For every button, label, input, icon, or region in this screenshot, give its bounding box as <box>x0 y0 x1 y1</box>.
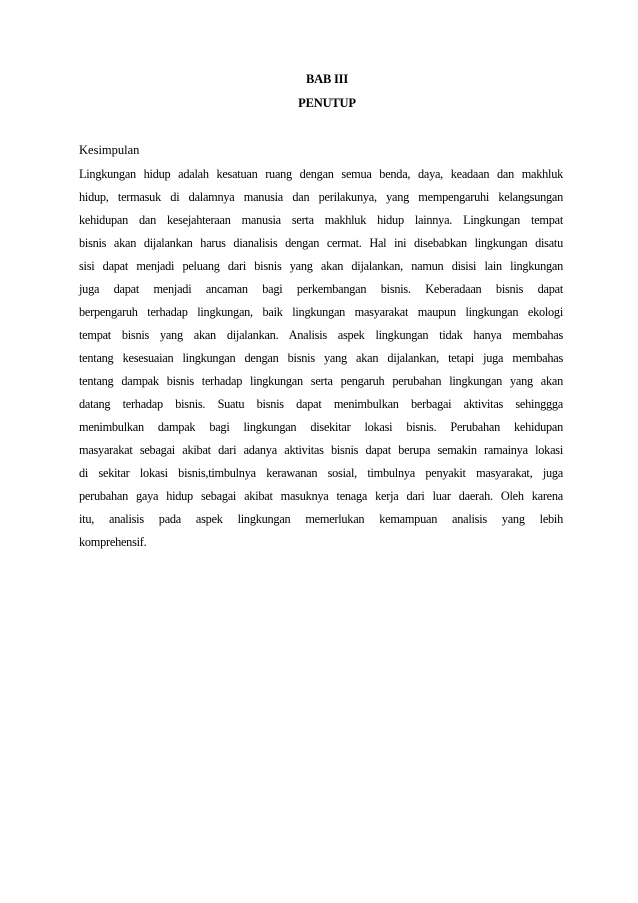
chapter-heading-text: BAB III <box>305 72 349 86</box>
chapter-title <box>0 96 638 111</box>
paragraph-line: itu, analisis pada aspek lingkungan memerlukan kemampuan analisis yang lebih <box>79 512 563 526</box>
paragraph-line: hidup, termasuk di dalamnya manusia dan perilakunya, yang mempengaruhi kelangsungan <box>79 190 563 204</box>
paragraph-line: juga dapat menjadi ancaman bagi perkembangan bisnis. Keberadaan bisnis dapat <box>79 282 563 296</box>
paragraph-line: tempat bisnis yang akan dijalankan. Analisis aspek lingkungan tidak hanya membahas <box>79 328 563 342</box>
chapter-heading <box>0 72 638 87</box>
paragraph-line: tentang dampak bisnis terhadap lingkungan serta pengaruh perubahan lingkungan yang akan <box>79 374 563 388</box>
section-label: Kesimpulan <box>79 143 140 157</box>
paragraph-line: masyarakat sebagai akibat dari adanya aktivitas bisnis dapat berupa semakin ramainya lokasi <box>79 443 563 457</box>
paragraph-line: berpengaruh terhadap lingkungan, baik lingkungan masyarakat maupun lingkungan ekologi <box>79 305 563 319</box>
paragraph-line: komprehensif. <box>79 535 147 549</box>
chapter-title-text: PENUTUP <box>298 96 356 110</box>
paragraph-line: bisnis akan dijalankan harus dianalisis dengan cermat. Hal ini disebabkan lingkungan disatu <box>79 236 563 250</box>
paragraph-line: tentang kesesuaian lingkungan dengan bisnis yang akan dijalankan, tetapi juga membahas <box>79 351 563 365</box>
paragraph-line: sisi dapat menjadi peluang dari bisnis yang akan dijalankan, namun disisi lain lingkungan <box>79 259 563 273</box>
paragraph-line: datang terhadap bisnis. Suatu bisnis dapat menimbulkan berbagai aktivitas sehinggga <box>79 397 563 411</box>
body-paragraph <box>79 163 563 554</box>
paragraph-line: kehidupan dan kesejahteraan manusia serta makhluk hidup lainnya. Lingkungan tempat <box>79 213 563 227</box>
paragraph-line: menimbulkan dampak bagi lingkungan disekitar lokasi bisnis. Perubahan kehidupan <box>79 420 563 434</box>
paragraph-line: Lingkungan hidup adalah kesatuan ruang dengan semua benda, daya, keadaan dan makhluk <box>79 167 563 181</box>
paragraph-line: di sekitar lokasi bisnis,timbulnya kerawanan sosial, timbulnya penyakit masyarakat, juga <box>79 466 563 480</box>
paragraph-line: perubahan gaya hidup sebagai akibat masuknya tenaga kerja dari luar daerah. Oleh karena <box>79 489 563 503</box>
